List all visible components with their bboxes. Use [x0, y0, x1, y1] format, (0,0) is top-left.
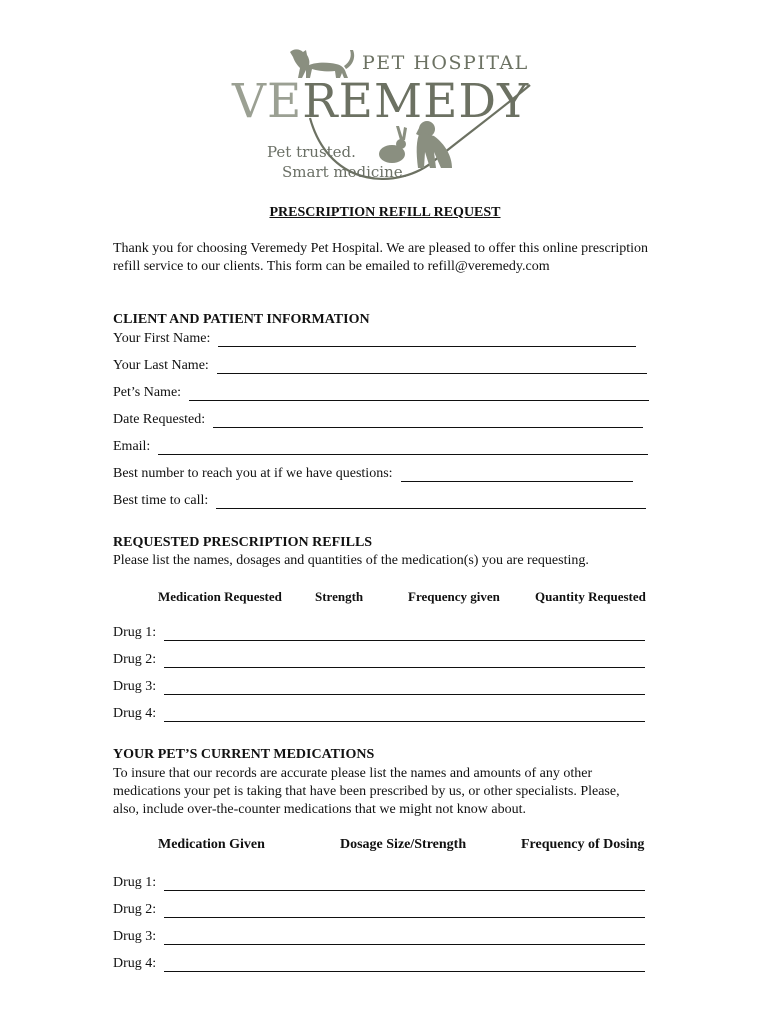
column-dosage-size-strength: Dosage Size/Strength: [340, 837, 467, 852]
refill-drug-1-row[interactable]: [113, 621, 645, 641]
field-label: Best time to call:: [113, 493, 209, 508]
refill-drug-4-row[interactable]: [113, 702, 645, 722]
best-number-input-line[interactable]: [401, 467, 633, 482]
last-name-field[interactable]: [113, 354, 647, 374]
column-medication-requested: Medication Requested: [158, 589, 282, 604]
email-field[interactable]: [113, 435, 648, 455]
current-drug-3-row[interactable]: [113, 925, 645, 945]
best-time-field[interactable]: [113, 489, 646, 509]
current-drug-3-input-line[interactable]: [164, 930, 645, 945]
refill-drug-2-row[interactable]: [113, 648, 645, 668]
row-label: Drug 4:: [113, 706, 157, 721]
row-label: Drug 2:: [113, 902, 157, 917]
column-quantity-requested: Quantity Requested: [535, 589, 646, 604]
refill-drug-3-input-line[interactable]: [164, 680, 645, 695]
row-label: Drug 3:: [113, 929, 157, 944]
column-strength: Strength: [315, 589, 364, 604]
page-title: PRESCRIPTION REFILL REQUEST: [269, 205, 501, 220]
field-label: Date Requested:: [113, 412, 206, 427]
first-name-input-line[interactable]: [218, 332, 636, 347]
intro-text: Thank you for choosing Veremedy Pet Hospital. We are pleased to offer this online prescription refill service to our clients. This form can be emailed to refill@veremedy.com: [113, 241, 649, 274]
client-section-heading: CLIENT AND PATIENT INFORMATION: [113, 312, 370, 327]
field-label: Pet’s Name:: [113, 385, 182, 400]
logo-name-part1: VE: [232, 74, 303, 129]
refill-drug-4-input-line[interactable]: [164, 707, 645, 722]
column-medication-given: Medication Given: [158, 837, 265, 852]
refills-description: Please list the names, dosages and quantities of the medication(s) you are requesting.: [113, 553, 589, 568]
logo-subtitle: PET HOSPITAL: [362, 52, 529, 74]
logo-name-part2: REMEDY: [302, 74, 530, 129]
refills-section-heading: REQUESTED PRESCRIPTION REFILLS: [113, 535, 373, 550]
row-label: Drug 3:: [113, 679, 157, 694]
last-name-input-line[interactable]: [217, 359, 647, 374]
row-label: Drug 2:: [113, 652, 157, 667]
logo-wordmark: [232, 70, 529, 134]
current-meds-section-heading: YOUR PET’S CURRENT MEDICATIONS: [113, 747, 375, 762]
current-drug-2-row[interactable]: [113, 898, 645, 918]
field-label: Email:: [113, 439, 151, 454]
current-drug-2-input-line[interactable]: [164, 903, 645, 918]
logo-tagline-line2: Smart medicine.: [282, 163, 408, 181]
date-requested-input-line[interactable]: [213, 413, 643, 428]
pet-name-input-line[interactable]: [189, 386, 649, 401]
current-drug-1-input-line[interactable]: [164, 876, 645, 891]
row-label: Drug 1:: [113, 875, 157, 890]
current-drug-1-row[interactable]: [113, 871, 645, 891]
column-frequency-of-dosing: Frequency of Dosing: [521, 837, 645, 852]
first-name-field[interactable]: [113, 327, 636, 347]
current-drug-4-row[interactable]: [113, 952, 645, 972]
logo-tagline-line1: Pet trusted.: [267, 143, 356, 161]
best-time-input-line[interactable]: [216, 494, 646, 509]
date-requested-field[interactable]: [113, 408, 643, 428]
current-meds-description: To insure that our records are accurate please list the names and amounts of any other medications your pet is taking that have been prescribed by us, or other specialists. Please, also, include over-the-counter medications that we might not know about.: [113, 766, 620, 817]
veremedy-logo: [230, 40, 550, 190]
email-input-line[interactable]: [158, 440, 648, 455]
best-number-field[interactable]: [113, 462, 633, 482]
refill-drug-3-row[interactable]: [113, 675, 645, 695]
column-frequency-given: Frequency given: [408, 589, 500, 604]
refill-drug-1-input-line[interactable]: [164, 626, 645, 641]
pet-name-field[interactable]: [113, 381, 649, 401]
field-label: Your First Name:: [113, 331, 211, 346]
row-label: Drug 4:: [113, 956, 157, 971]
current-drug-4-input-line[interactable]: [164, 957, 645, 972]
row-label: Drug 1:: [113, 625, 157, 640]
field-label: Your Last Name:: [113, 358, 209, 373]
field-label: Best number to reach you at if we have questions:: [113, 466, 393, 481]
refill-drug-2-input-line[interactable]: [164, 653, 645, 668]
